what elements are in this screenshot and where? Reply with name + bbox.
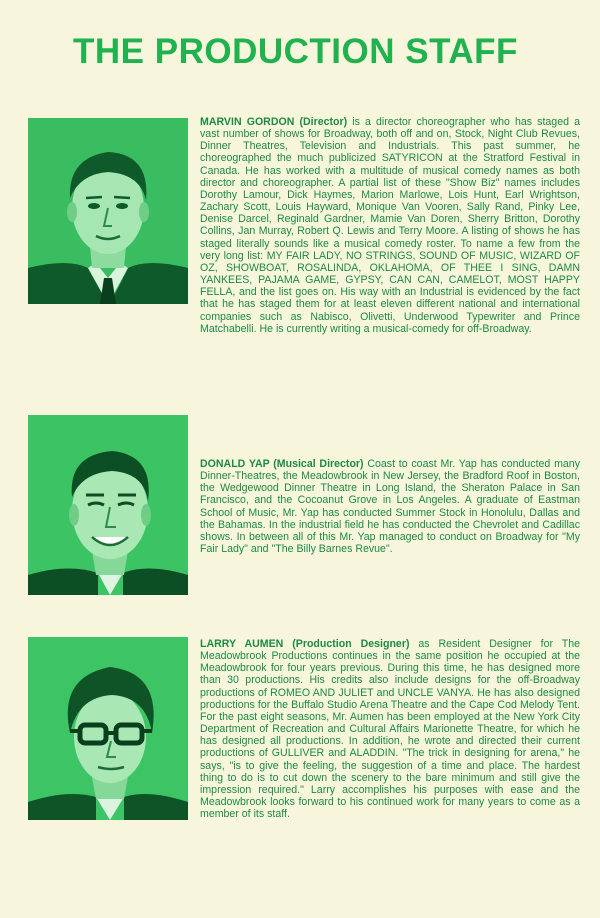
staff-name: LARRY AUMEN (Production Designer) xyxy=(200,638,410,650)
bio-larry-aumen xyxy=(200,638,580,820)
photo-marvin-gordon xyxy=(28,118,188,304)
staff-name: DONALD YAP (Musical Director) xyxy=(200,458,364,470)
photo-donald-yap xyxy=(28,415,188,595)
bio-donald-yap xyxy=(200,458,580,555)
staff-bio: as Resident Designer for The Meadowbrook Productions continues in the same position he occupied at the Meadowbrook for four years previous. During this time, he has designed more than 30 productions. His credits also include designs for the off-Broadway productions of ROMEO AND JULIET and UNCLE VANYA. He has also designed productions for the Buffalo Studio Arena Theatre and the Cape Cod Melody Tent. For the past eight seasons, Mr. Aumen has been employed at the New York City Department of Recreation and Cultural Affairs Marionette Theatre, for which he has designed all productions. In addition, he wrote and directed their current productions of GULLIVER and ALADDIN. "The trick in designing for arena," he says, "is to give the feeling, the suggestion of a time and place. The hardest thing to do is to cut down the scenery to the bare minimum and still give the impression required." Larry accomplishes his purposes with ease and the Meadowbrook looks forward to his continued work for many years to come as a member of its staff. xyxy=(200,638,580,821)
bio-marvin-gordon xyxy=(200,116,580,335)
photo-larry-aumen xyxy=(28,637,188,820)
staff-name: MARVIN GORDON (Director) xyxy=(200,116,348,128)
staff-bio: Coast to coast Mr. Yap has conducted many Dinner-Theatres, the Meadowbrook in New Jersey, the Bradford Roof in Boston, the Wedgewood Dinner Theatre in Long Island, the Sheraton Palace in San Francisco, and the Cocoanut Grove in Los Angeles. A graduate of Eastman School of Music, Mr. Yap has conducted Summer Stock in Honolulu, Dallas and the Bahamas. In the industrial field he has conducted the Chevrolet and Cadillac shows. In between all of this Mr. Yap managed to conduct on Broadway for "My Fair Lady" and "The Billy Barnes Revue". xyxy=(200,458,580,556)
page-title: THE PRODUCTION STAFF xyxy=(73,32,518,71)
staff-bio: is a director choreographer who has staged a vast number of shows for Broadway, both off and on, Stock, Night Club Revues, Dinner Theatres, Television and Industrials. This past summer, he choreographed the much publicized SATYRICON at the Stratford Festival in Canada. He has worked with a multitude of musical comedy names as both director and choreographer. A partial list of these "Show Biz" names includes Dorothy Lamour, Dick Haymes, Marion Marlowe, Lois Hunt, Earl Wrightson, Zachary Scott, Louis Hayward, Monique Van Vooren, Sally Rand, Pinky Lee, Denise Darcel, Reginald Gardner, Mamie Van Doren, Sherry Britton, Dorothy Collins, Jan Murray, Robert Q. Lewis and Terry Moore. A listing of shows he has staged literally sounds like a musical comedy roster. To name a few from the very long list: MY FAIR LADY, NO STRINGS, SOUND OF MUSIC, WIZARD OF OZ, SHOWBOAT, ROSALINDA, OKLAHOMA, OF THEE I SING, DAMN YANKEES, PAJAMA GAME, GYPSY, CAN CAN, CAMELOT, MOST HAPPY FELLA, and the list goes on. His way with an Industrial is evidenced by the fact that he has staged them for at least eleven different national and international companies such as Nabisco, Olivetti, Underwood Typewriter and Prince Matchabelli. He is currently writing a musical-comedy for off-Broadway. xyxy=(200,116,580,335)
